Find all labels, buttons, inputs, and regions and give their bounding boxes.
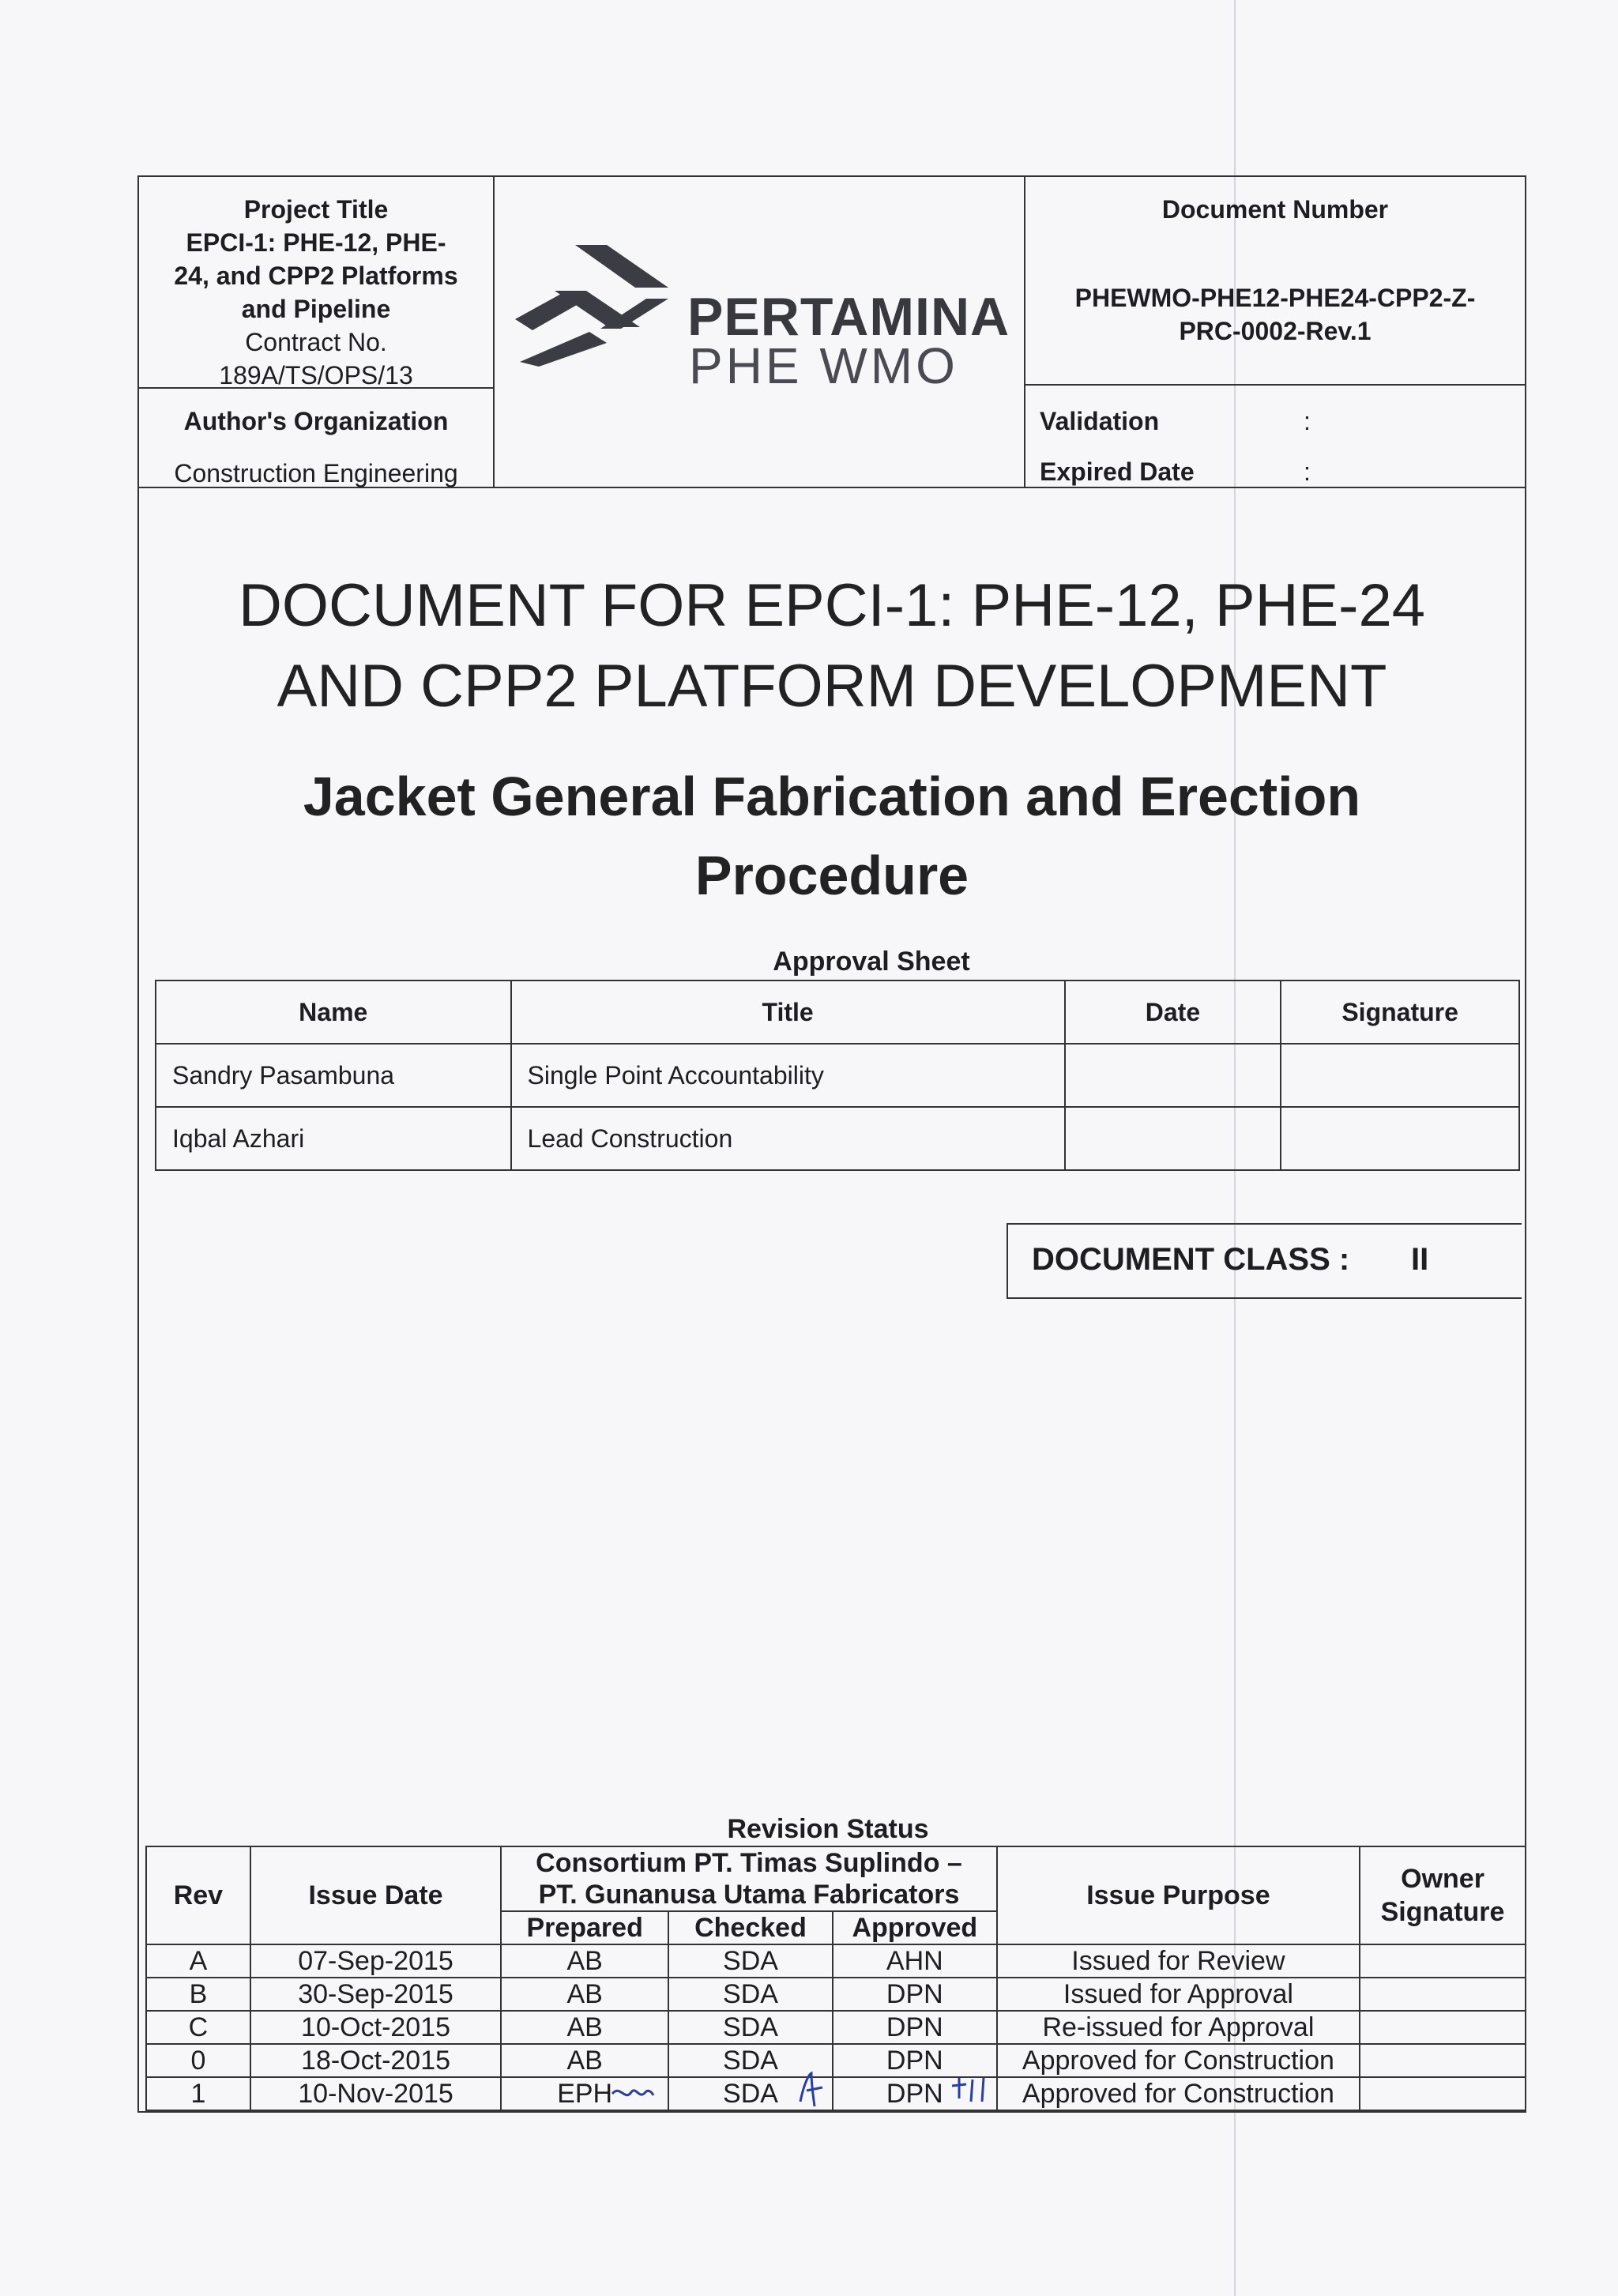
issue-date-cell: 18-Oct-2015 — [250, 2044, 501, 2077]
prepared-header: Prepared — [501, 1911, 668, 1944]
approver-title: Lead Construction — [511, 1107, 1065, 1170]
prepared-cell: AB — [501, 2011, 668, 2044]
document-class-label: DOCUMENT CLASS : — [1032, 1242, 1350, 1277]
rev-cell: C — [146, 2011, 250, 2044]
approved-cell: AHN — [833, 1944, 997, 1978]
rev-cell: B — [146, 1978, 250, 2011]
revision-table — [145, 1846, 1526, 2111]
approved-cell: DPN — [833, 1978, 997, 2011]
issue-purpose-cell: Issued for Approval — [997, 1978, 1360, 2011]
expired-date-label: Expired Date — [1040, 457, 1195, 486]
checked-cell: SDA — [668, 2044, 833, 2077]
consortium-header-line: Consortium PT. Timas Suplindo – — [536, 1848, 962, 1878]
page-title — [139, 566, 1525, 727]
consortium-header-line: PT. Gunanusa Utama Fabricators — [538, 1880, 960, 1910]
contract-number: 189A/TS/OPS/13 — [219, 361, 413, 390]
project-title-line: EPCI-1: PHE-12, PHE- — [186, 228, 446, 257]
issue-date-header: Issue Date — [250, 1846, 501, 1944]
table-row — [146, 2044, 1526, 2077]
document-number-label: Document Number — [1161, 195, 1389, 224]
issue-purpose-header: Issue Purpose — [997, 1846, 1360, 1944]
issue-purpose-cell: Approved for Construction — [997, 2077, 1360, 2110]
rev-cell: 1 — [146, 2077, 250, 2110]
checked-cell: SDA — [668, 1978, 833, 2011]
table-row — [156, 1044, 1519, 1107]
consortium-header — [501, 1846, 997, 1911]
document-class-value: II — [1411, 1242, 1429, 1277]
owner-signature-cell — [1360, 1944, 1526, 1978]
table-row — [146, 2077, 1526, 2110]
approval-signature — [1281, 1044, 1519, 1107]
approval-date — [1065, 1107, 1281, 1170]
revision-status-caption: Revision Status — [727, 1814, 929, 1844]
approval-header-row — [156, 981, 1519, 1044]
table-row — [146, 1944, 1526, 1978]
owner-signature-cell — [1360, 2011, 1526, 2044]
issue-purpose-cell: Issued for Review — [997, 1944, 1360, 1978]
rev-header: Rev — [146, 1846, 250, 1944]
pertamina-logo-icon — [514, 243, 679, 367]
rev-cell: 0 — [146, 2044, 250, 2077]
table-row — [146, 1978, 1526, 2011]
logo-wordmark-secondary: PHE WMO — [689, 337, 958, 394]
approval-sheet-caption: Approval Sheet — [773, 947, 970, 977]
owner-signature-header — [1360, 1846, 1526, 1944]
issue-date-cell: 10-Nov-2015 — [250, 2077, 501, 2110]
approved-value: DPN — [886, 2078, 943, 2109]
handwritten-initial-icon — [796, 2070, 827, 2110]
issue-date-cell: 30-Sep-2015 — [250, 1978, 501, 2011]
approver-title: Single Point Accountability — [511, 1044, 1065, 1107]
approved-header: Approved — [833, 1911, 997, 1944]
approval-header-cell: Signature — [1281, 981, 1519, 1044]
owner-signature-header-line: Owner — [1401, 1864, 1484, 1894]
document-subtitle — [139, 757, 1525, 915]
page-title-line: AND CPP2 PLATFORM DEVELOPMENT — [277, 653, 1387, 720]
logo-wordmark-primary: PERTAMINA — [687, 287, 1010, 347]
owner-signature-cell — [1360, 2077, 1526, 2110]
owner-signature-cell — [1360, 1978, 1526, 2011]
page-title-line: DOCUMENT FOR EPCI-1: PHE-12, PHE-24 — [238, 572, 1425, 639]
contract-label: Contract No. — [245, 328, 387, 356]
issue-date-cell: 10-Oct-2015 — [250, 2011, 501, 2044]
project-title-label: Project Title — [243, 195, 389, 224]
approved-cell — [833, 2077, 997, 2110]
author-org-value: Construction Engineering — [174, 459, 458, 487]
document-number-line: PHEWMO-PHE12-PHE24-CPP2-Z- — [1074, 284, 1476, 312]
handwritten-initial-icon — [949, 2075, 993, 2106]
approval-header-cell: Date — [1065, 981, 1281, 1044]
prepared-cell: AB — [501, 1944, 668, 1978]
approver-name: Sandry Pasambuna — [156, 1044, 511, 1107]
document-number-line: PRC-0002-Rev.1 — [1179, 317, 1372, 345]
approval-signature — [1281, 1107, 1519, 1170]
checked-header: Checked — [668, 1911, 833, 1944]
document-subtitle-line: Procedure — [694, 845, 969, 906]
author-org-label: Author's Organization — [183, 407, 449, 435]
project-title-cell — [139, 193, 493, 392]
checked-cell — [668, 2077, 833, 2110]
table-row — [156, 1107, 1519, 1170]
approval-header-cell: Name — [156, 981, 511, 1044]
issue-purpose-cell: Approved for Construction — [997, 2044, 1360, 2077]
prepared-cell — [501, 2077, 668, 2110]
issue-date-cell: 07-Sep-2015 — [250, 1944, 501, 1978]
approved-cell: DPN — [833, 2044, 997, 2077]
owner-signature-header-line: Signature — [1380, 1897, 1505, 1927]
project-title-line: 24, and CPP2 Platforms — [174, 262, 458, 290]
approved-cell: DPN — [833, 2011, 997, 2044]
handwritten-initial-icon — [609, 2081, 655, 2105]
document-number-value — [1025, 281, 1525, 348]
prepared-value: EPH — [557, 2078, 613, 2109]
table-row — [146, 2011, 1526, 2044]
approval-table — [155, 980, 1520, 1171]
project-title-line: and Pipeline — [241, 295, 391, 323]
prepared-cell: AB — [501, 1978, 668, 2011]
document-subtitle-line: Jacket General Fabrication and Erection — [303, 766, 1361, 827]
validation-colon: : — [1304, 407, 1311, 435]
prepared-cell: AB — [501, 2044, 668, 2077]
validation-label: Validation — [1040, 407, 1160, 435]
rev-cell: A — [146, 1944, 250, 1978]
checked-cell: SDA — [668, 2011, 833, 2044]
owner-signature-cell — [1360, 2044, 1526, 2077]
checked-value: SDA — [723, 2078, 778, 2109]
issue-purpose-cell: Re-issued for Approval — [997, 2011, 1360, 2044]
approval-header-cell: Title — [511, 981, 1065, 1044]
checked-cell: SDA — [668, 1944, 833, 1978]
approver-name: Iqbal Azhari — [156, 1107, 511, 1170]
expired-date-colon: : — [1304, 457, 1311, 486]
approval-date — [1065, 1044, 1281, 1107]
